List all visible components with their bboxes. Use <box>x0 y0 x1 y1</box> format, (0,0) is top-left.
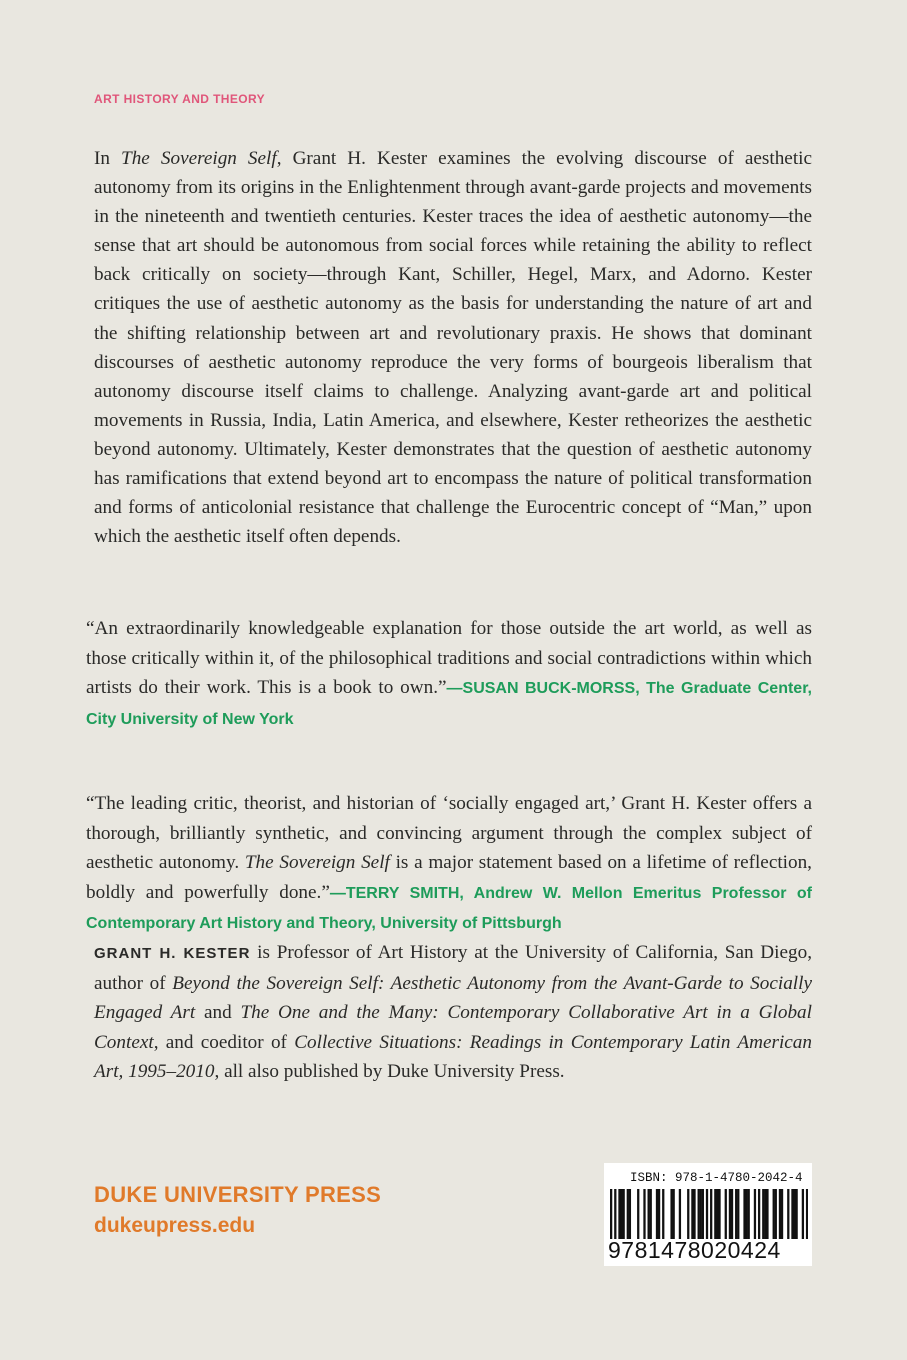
barcode-bar <box>620 1189 622 1239</box>
isbn-label: ISBN: 978-1-4780-2042-4 <box>630 1171 803 1185</box>
quote-text: “The leading critic, theorist, and historian of ‘socially engaged art,’ Grant H. Kester offers a thorough, brilliantly synthetic, and convincing argument through the complex subject of aesthetic autonomy. <box>86 793 812 873</box>
barcode-bar <box>758 1189 760 1239</box>
barcode-bar <box>698 1189 700 1239</box>
barcode-bar <box>623 1189 625 1239</box>
barcode-bar <box>745 1189 747 1239</box>
publisher-url: dukeupress.edu <box>94 1214 256 1237</box>
barcode-bar <box>795 1189 797 1239</box>
barcode-bar <box>731 1189 733 1239</box>
bio-text: , all also published by Duke University Press. <box>214 1061 565 1082</box>
barcode-bar <box>718 1189 720 1239</box>
bio-book-title: Collective Situations: Readings in Contemporary Latin American Art, 1995–2010 <box>94 1031 812 1082</box>
barcode-bar <box>735 1189 737 1239</box>
barcode-bar <box>648 1189 650 1239</box>
barcode-bar <box>787 1189 789 1239</box>
publisher-block <box>94 1180 381 1242</box>
barcode-bar <box>691 1189 693 1239</box>
barcode-bar <box>802 1189 804 1239</box>
barcode-bar <box>627 1189 629 1239</box>
barcode-bar <box>791 1189 793 1239</box>
barcode-bar <box>706 1189 708 1239</box>
barcode-bar <box>618 1189 620 1239</box>
barcode-bar <box>687 1189 689 1239</box>
barcode-bar <box>737 1189 739 1239</box>
barcode-bar <box>702 1189 704 1239</box>
blurb-intro: In <box>94 148 122 169</box>
barcode-bar <box>700 1189 702 1239</box>
blurb-text: , Grant H. Kester examines the evolving discourse of aesthetic autonomy from its origins in the Enlightenment through avant-garde projects and movements in the nineteenth and twentieth centuries. Kester traces the idea of aesthetic autonomy—the sense that art should be autonomous from social forces while retaining the ability to reflect back critically on society—through Kant, Schiller, Hegel, Marx, and Adorno. Kester critiques the use of aesthetic autonomy as the basis for understanding the nature of art and the shifting relationship between art and revolutionary praxis. He shows that dominant discourses of aesthetic autonomy reproduce the very forms of bourgeois liberalism that autonomy discourse itself claims to challenge. Analyzing avant-garde art and political movements in Russia, India, Latin America, and elsewhere, Kester retheorizes the aesthetic beyond autonomy. Ultimately, Kester demonstrates that the question of aesthetic autonomy has ramifications that extend beyond art to encompass the nature of political transformation and forms of anticolonial resistance that challenge the Eurocentric concept of “Man,” upon which the aesthetic itself often depends. <box>94 148 812 548</box>
barcode-bar <box>754 1189 756 1239</box>
barcode-bar <box>656 1189 658 1239</box>
barcode-bar <box>806 1189 808 1239</box>
author-name: GRANT H. KESTER <box>94 945 251 962</box>
endorsement-quote <box>86 789 812 939</box>
barcode-bar <box>637 1189 639 1239</box>
barcode-bar <box>629 1189 631 1239</box>
quote-attribution: —TERRY SMITH, Andrew W. Mellon Emeritus Professor of Contemporary Art History and Theory, University of Pittsburgh <box>86 884 812 932</box>
barcode-bar <box>764 1189 766 1239</box>
barcode-bar <box>766 1189 768 1239</box>
publisher-name: DUKE UNIVERSITY PRESS <box>94 1182 382 1207</box>
barcode-bar <box>610 1189 612 1239</box>
barcode-bar <box>650 1189 652 1239</box>
category-label: ART HISTORY AND THEORY <box>94 92 266 106</box>
barcode-digits: 9781478020424 <box>608 1237 781 1263</box>
endorsement-quote <box>86 614 812 734</box>
barcode-bar <box>693 1189 695 1239</box>
barcode-bar <box>775 1189 777 1239</box>
bio-text: , and coeditor of <box>153 1031 295 1053</box>
bio-text: is Professor of Art History at the University of California, San Diego, author of <box>94 942 812 994</box>
barcode-bar <box>748 1189 750 1239</box>
bio-book-title: The One and the Many: Contemporary Collaborative Art in a Global Context <box>94 1002 812 1053</box>
barcode-bar <box>743 1189 745 1239</box>
description-paragraph <box>94 144 812 551</box>
quote-book-title: The Sovereign Self <box>244 852 390 873</box>
barcode-bar <box>614 1189 616 1239</box>
barcode-bar <box>773 1189 775 1239</box>
barcode-bar <box>670 1189 672 1239</box>
barcode-bar <box>729 1189 731 1239</box>
barcode-bar <box>662 1189 664 1239</box>
barcode-bar <box>679 1189 681 1239</box>
barcode-bar <box>714 1189 716 1239</box>
barcode-bar <box>762 1189 764 1239</box>
barcode-bar <box>658 1189 660 1239</box>
barcode-bar <box>643 1189 645 1239</box>
quote-attribution: —SUSAN BUCK-MORSS, The Graduate Center, City University of New York <box>86 680 812 728</box>
author-bio <box>94 938 812 1087</box>
barcode-bar <box>793 1189 795 1239</box>
barcode-bar <box>673 1189 675 1239</box>
barcode-bar <box>710 1189 712 1239</box>
quote-text: “An extraordinarily knowledgeable explanation for those outside the art world, as well as those critically within it, of the philosophical traditions and social contradictions within which artists do their work. This is a book to own.” <box>86 618 812 698</box>
barcode-bar <box>781 1189 783 1239</box>
bio-text: and <box>195 1002 241 1023</box>
barcode-bars <box>610 1189 808 1239</box>
isbn-barcode <box>604 1163 812 1266</box>
quote-text-end: is a major statement based on a lifetime of reflection, boldly and powerfully done.” <box>86 852 812 903</box>
barcode-bar <box>779 1189 781 1239</box>
book-title: The Sovereign Self <box>121 148 277 169</box>
barcode-bar <box>725 1189 727 1239</box>
bio-book-title: Beyond the Sovereign Self: Aesthetic Autonomy from the Avant-Garde to Socially Engaged Art <box>94 972 812 1023</box>
barcode-bar <box>716 1189 718 1239</box>
